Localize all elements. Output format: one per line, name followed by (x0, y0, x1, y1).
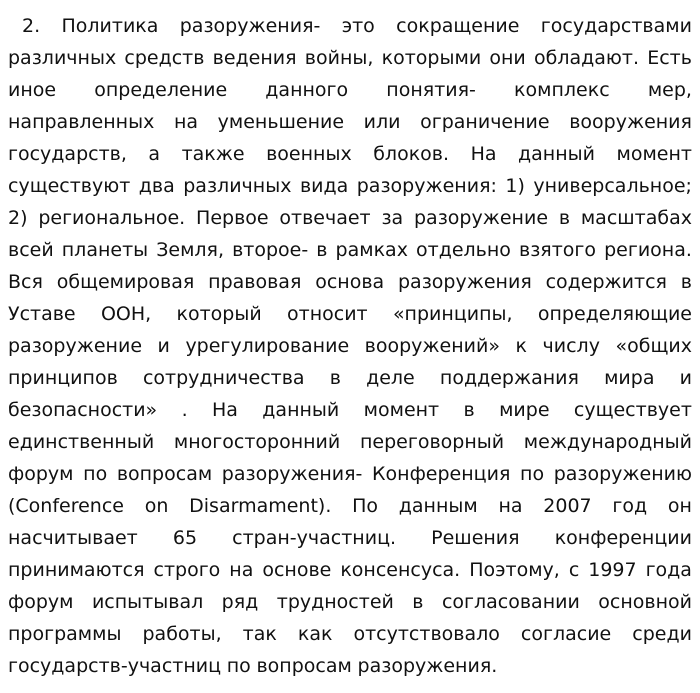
word: Поэтому, (469, 559, 560, 581)
word: государств-участниц (8, 655, 222, 677)
word: на (229, 559, 254, 581)
word: основной (598, 591, 692, 613)
word: 2007 (543, 495, 592, 517)
word: единственный (8, 431, 155, 453)
word: согласовании (441, 591, 580, 613)
word: вопросам (256, 655, 352, 677)
word: он (667, 495, 692, 517)
word: На (470, 143, 497, 165)
word: 65 (172, 527, 198, 549)
word: год (612, 495, 648, 517)
word: обладают. (533, 47, 639, 69)
word: военных (266, 143, 352, 165)
word: стран-участниц. (232, 527, 397, 549)
word: Земля, (156, 239, 225, 261)
word: планеты (61, 239, 149, 261)
paragraph-line-20 (8, 618, 692, 650)
word: 2) (8, 207, 28, 229)
word: в (558, 207, 571, 229)
word: насчитывает (8, 527, 138, 549)
word: данный (262, 399, 340, 421)
word: среди (632, 623, 692, 645)
paragraph-line-19 (8, 586, 692, 618)
word: на (498, 495, 523, 517)
word: отсутствовало (353, 623, 500, 645)
word: ограничение (420, 111, 550, 133)
word: так (242, 623, 277, 645)
paragraph-line-15 (8, 458, 692, 490)
word: направленных (8, 111, 155, 133)
word: определяющие (537, 303, 692, 325)
word: Есть (647, 47, 692, 69)
word: По (352, 495, 379, 517)
word: принимаются (8, 559, 145, 581)
paragraph-line-2 (8, 42, 692, 74)
word: также (181, 143, 245, 165)
paragraph-line-6 (8, 170, 692, 202)
word: данным (398, 495, 478, 517)
word: который (176, 303, 262, 325)
word: универсальное; (533, 175, 692, 197)
word: за (381, 207, 404, 229)
word: блоков. (373, 143, 450, 165)
word: относит (287, 303, 368, 325)
word: на (173, 111, 199, 133)
word: государств, (8, 143, 127, 165)
word: комплекс (514, 79, 610, 101)
word: 1) (505, 175, 525, 197)
word: они (489, 47, 526, 69)
word: по (226, 655, 251, 677)
word: и (679, 367, 692, 389)
word: ведения (212, 47, 297, 69)
word: отдельно (416, 239, 511, 261)
word: существует (573, 399, 692, 421)
word: и (157, 335, 170, 357)
word: «общих (615, 335, 692, 357)
word: Конференция (372, 463, 511, 485)
word: сокращение (396, 15, 520, 37)
word: разоружения (398, 271, 532, 293)
word: региональное. (38, 207, 186, 229)
word: иное (8, 79, 57, 101)
word: разоружения- (221, 463, 363, 485)
word: многосторонний (173, 431, 341, 453)
paragraph-line-11 (8, 330, 692, 362)
word: различных (183, 175, 292, 197)
word: данный (518, 143, 595, 165)
paragraph-line-5 (8, 138, 692, 170)
word: в (463, 399, 475, 421)
paragraph-line-18 (8, 554, 692, 586)
word: определение (94, 79, 228, 101)
word: конференции (554, 527, 692, 549)
word: ряд (221, 591, 259, 613)
word: мире (499, 399, 550, 421)
word: международный (523, 431, 692, 453)
paragraph-line-21 (8, 650, 692, 682)
word: это (341, 15, 375, 37)
word: На (211, 399, 238, 421)
word: . (181, 399, 188, 421)
word: понятия- (386, 79, 476, 101)
word: трудностей (276, 591, 394, 613)
word: войны, (304, 47, 374, 69)
word: государствами (540, 15, 692, 37)
word: содержится (545, 271, 667, 293)
word: рамках (335, 239, 408, 261)
word: работы, (142, 623, 222, 645)
paragraph-line-3 (8, 74, 692, 106)
word: как (297, 623, 333, 645)
word: принципов (8, 367, 118, 389)
word: Вся (8, 271, 43, 293)
paragraph-line-12 (8, 362, 692, 394)
word: с (568, 559, 580, 581)
word: программы (8, 623, 122, 645)
word: вида (299, 175, 349, 197)
word: урегулирование (185, 335, 350, 357)
word: испытывал (91, 591, 204, 613)
word: вооружения (569, 111, 692, 133)
word: Политика (61, 15, 159, 37)
word: разоружению (553, 463, 692, 485)
word: основа (315, 271, 385, 293)
word: года (645, 559, 692, 581)
word: вопросам (116, 463, 213, 485)
word: поддержания (439, 367, 579, 389)
word: Первое (196, 207, 269, 229)
word: в (412, 591, 424, 613)
word: 2. (22, 15, 41, 37)
word: средств (124, 47, 205, 69)
word: отвечает (279, 207, 371, 229)
word: всей (8, 239, 54, 261)
paragraph-line-9 (8, 266, 692, 298)
word: Уставе (8, 303, 76, 325)
paragraph-line-14 (8, 426, 692, 458)
word: согласие (520, 623, 612, 645)
word: Disarmament). (189, 495, 332, 517)
paragraph-line-4 (8, 106, 692, 138)
word: момент (363, 399, 440, 421)
word: к (515, 335, 527, 357)
word: разоружение (414, 207, 549, 229)
paragraph-line-7 (8, 202, 692, 234)
word: различных (8, 47, 117, 69)
word: в (680, 271, 692, 293)
word: в (329, 367, 341, 389)
word: мира (604, 367, 655, 389)
word: момент (616, 143, 692, 165)
word: по (520, 463, 545, 485)
word: в (316, 239, 328, 261)
word: разоружения- (179, 15, 321, 37)
paragraph-line-10 (8, 298, 692, 330)
word: региона. (604, 239, 692, 261)
word: которыми (381, 47, 482, 69)
word: переговорный (359, 431, 505, 453)
word: числу (542, 335, 600, 357)
word: основе (262, 559, 332, 581)
word: второе- (232, 239, 309, 261)
word: или (363, 111, 401, 133)
word: существуют (8, 175, 131, 197)
word: 1997 (588, 559, 637, 581)
word: on (144, 495, 169, 517)
word: два (138, 175, 175, 197)
word: строго (153, 559, 221, 581)
word: вооружений» (364, 335, 500, 357)
word: разоружения: (356, 175, 497, 197)
paragraph-line-17 (8, 522, 692, 554)
word: (Conference (8, 495, 124, 517)
word: ООН, (100, 303, 152, 325)
paragraph-line-13 (8, 394, 692, 426)
word: по (83, 463, 108, 485)
word: а (148, 143, 161, 165)
paragraph-line-1 (8, 10, 692, 42)
word: взятого (519, 239, 597, 261)
word: Решения (431, 527, 520, 549)
paragraph-line-8 (8, 234, 692, 266)
word: разоружения. (357, 655, 498, 677)
word: «принципы, (392, 303, 513, 325)
word: данного (265, 79, 349, 101)
paragraph-line-16 (8, 490, 692, 522)
word: масштабах (580, 207, 692, 229)
word: консенсуса. (340, 559, 461, 581)
word: уменьшение (217, 111, 345, 133)
word: общемировая (56, 271, 195, 293)
word: мер, (647, 79, 692, 101)
word: деле (366, 367, 415, 389)
word: безопасности» (8, 399, 158, 421)
word: форум (8, 591, 74, 613)
word: правовая (208, 271, 302, 293)
word: сотрудничества (142, 367, 305, 389)
word: форум (8, 463, 74, 485)
word: разоружение (8, 335, 143, 357)
